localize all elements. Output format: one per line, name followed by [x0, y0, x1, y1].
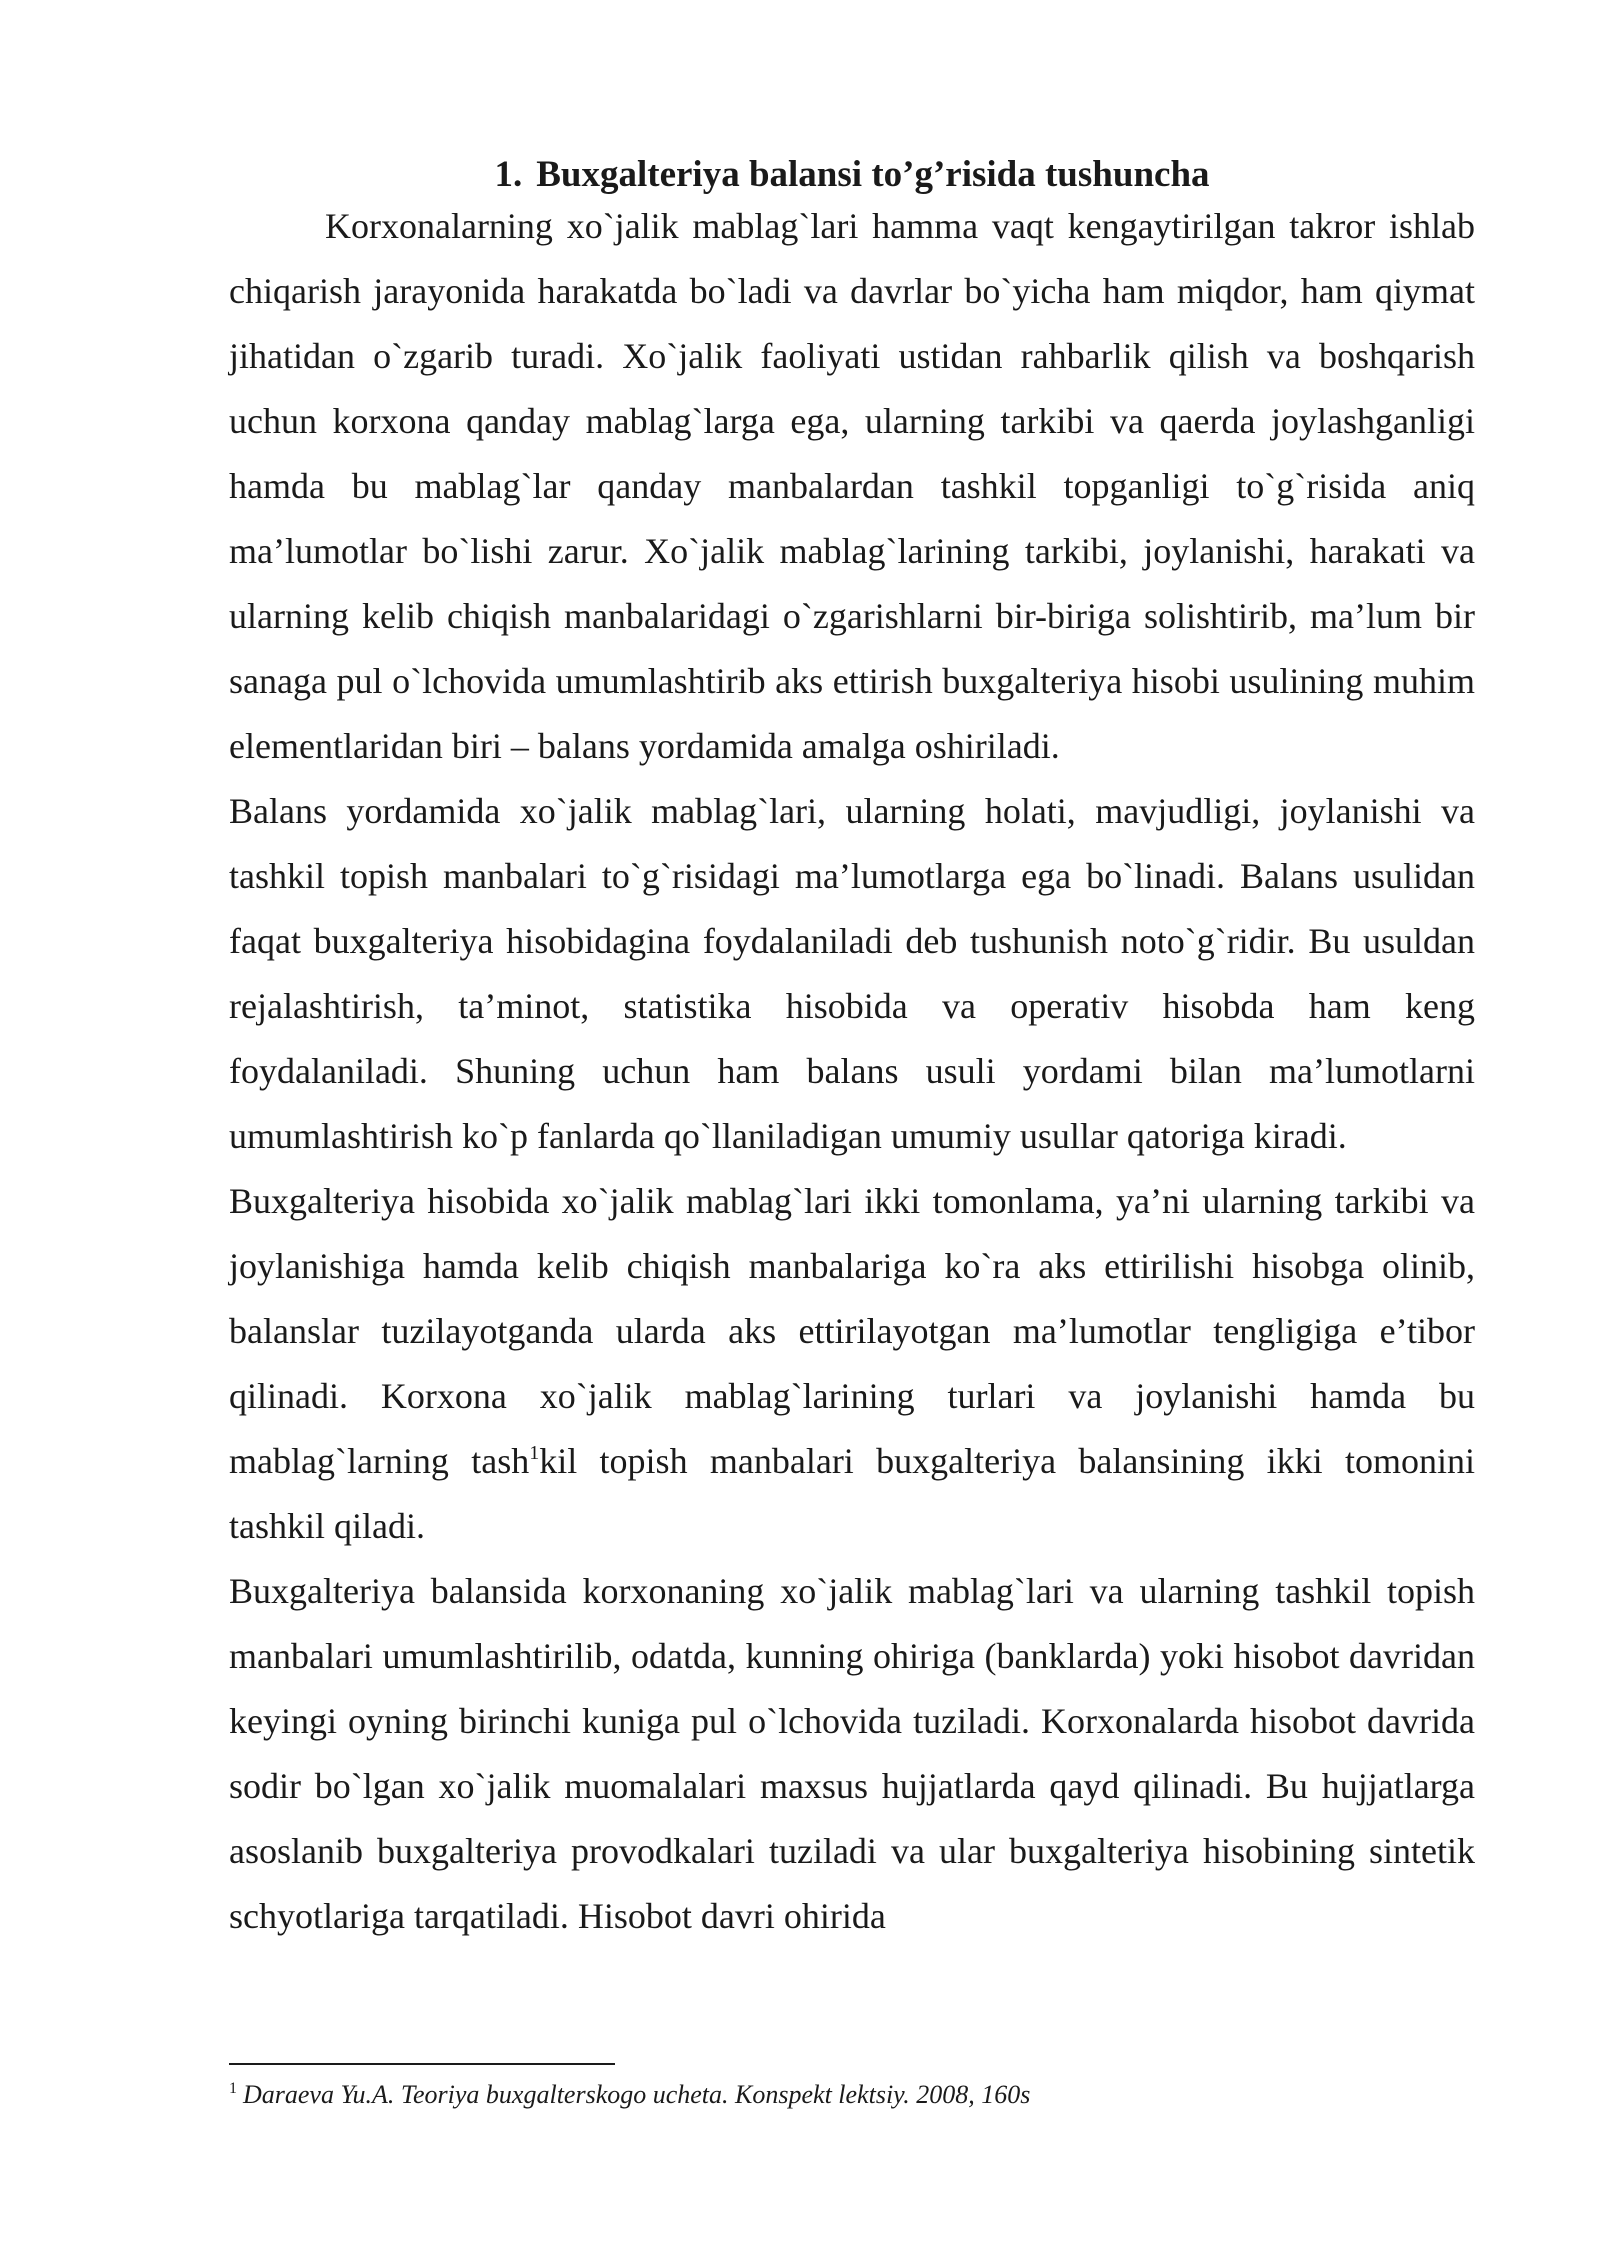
paragraph-3-text-before: Buxgalteriya hisobida xo`jalik mablag`lari ikki tomonlama, ya’ni ularning tarkibi va joylanishiga hamda kelib chiqish manbalariga ko`ra aks ettirilishi hisobga olinib, balanslar tuzilayotganda ularda aks ettirilayotgan ma’lumotlar tengligiga e’tibor qilinadi. Korxona xo`jalik mablag`larining turlari va joylanishi hamda bu mablag`larning tash: [229, 1181, 1475, 1481]
document-body: [229, 150, 1475, 1949]
footnote: [229, 2077, 1030, 2113]
footnote-text: Daraeva Yu.A. Teoriya buxgalterskogo ucheta. Konspekt lektsiy. 2008, 160s: [243, 2080, 1031, 2109]
footnote-separator: [229, 2063, 615, 2065]
section-title: Buxgalteriya balansi to’g’risida tushuncha: [536, 154, 1210, 195]
paragraph-2: Balans yordamida xo`jalik mablag`lari, ularning holati, mavjudligi, joylanishi va tashkil topish manbalari to`g`risidagi ma’lumotlarga ega bo`linadi. Balans usulidan faqat buxgalteriya hisobidagina foydalaniladi deb tushunish noto`g`ridir. Bu usuldan rejalashtirish, ta’minot, statistika hisobida va operativ hisobda ham keng foydalaniladi. Shuning uchun ham balans usuli yordami bilan ma’lumotlarni umumlashtirish ko`p fanlarda qo`llaniladigan umumiy usullar qatoriga kiradi.: [229, 791, 1475, 1156]
section-heading: [229, 150, 1475, 200]
section-number: 1.: [494, 154, 523, 195]
paragraph-4: Buxgalteriya balansida korxonaning xo`jalik mablag`lari va ularning tashkil topish manbalari umumlashtirilib, odatda, kunning ohiriga (banklarda) yoki hisobot davridan keyingi oyning birinchi kuniga pul o`lchovida tuziladi. Korxonalarda hisobot davrida sodir bo`lgan xo`jalik muomalalari maxsus hujjatlarda qayd qilinadi. Bu hujjatlarga asoslanib buxgalteriya provodkalari tuziladi va ular buxgalteriya hisobining sintetik schyotlariga tarqatiladi. Hisobot davri ohirida: [229, 1571, 1475, 1936]
footnote-marker: 1: [229, 2080, 237, 2097]
paragraph-3: [229, 1169, 1475, 1559]
paragraph-1: Korxonalarning xo`jalik mablag`lari hamma vaqt kengaytirilgan takror ishlab chiqarish jarayonida harakatda bo`ladi va davrlar bo`yicha ham miqdor, ham qiymat jihatidan o`zgarib turadi. Xo`jalik faoliyati ustidan rahbarlik qilish va boshqarish uchun korxona qanday mablag`larga ega, ularning tarkibi va qaerda joylashganligi hamda bu mablag`lar qanday manbalardan tashkil topganligi to`g`risida aniq ma’lumotlar bo`lishi zarur. Xo`jalik mablag`larining tarkibi, joylanishi, harakati va ularning kelib chiqish manbalaridagi o`zgarishlarni bir-biriga solishtirib, ma’lum bir sanaga pul o`lchovida umumlashtirib aks ettirish buxgalteriya hisobi usulining muhim elementlaridan biri – balans yordamida amalga oshiriladi.: [229, 206, 1475, 766]
paragraph-3-text-after: kil topish manbalari buxgalteriya balansining ikki tomonini tashkil qiladi.: [229, 1441, 1475, 1546]
footnote-reference[interactable]: 1: [529, 1442, 540, 1464]
